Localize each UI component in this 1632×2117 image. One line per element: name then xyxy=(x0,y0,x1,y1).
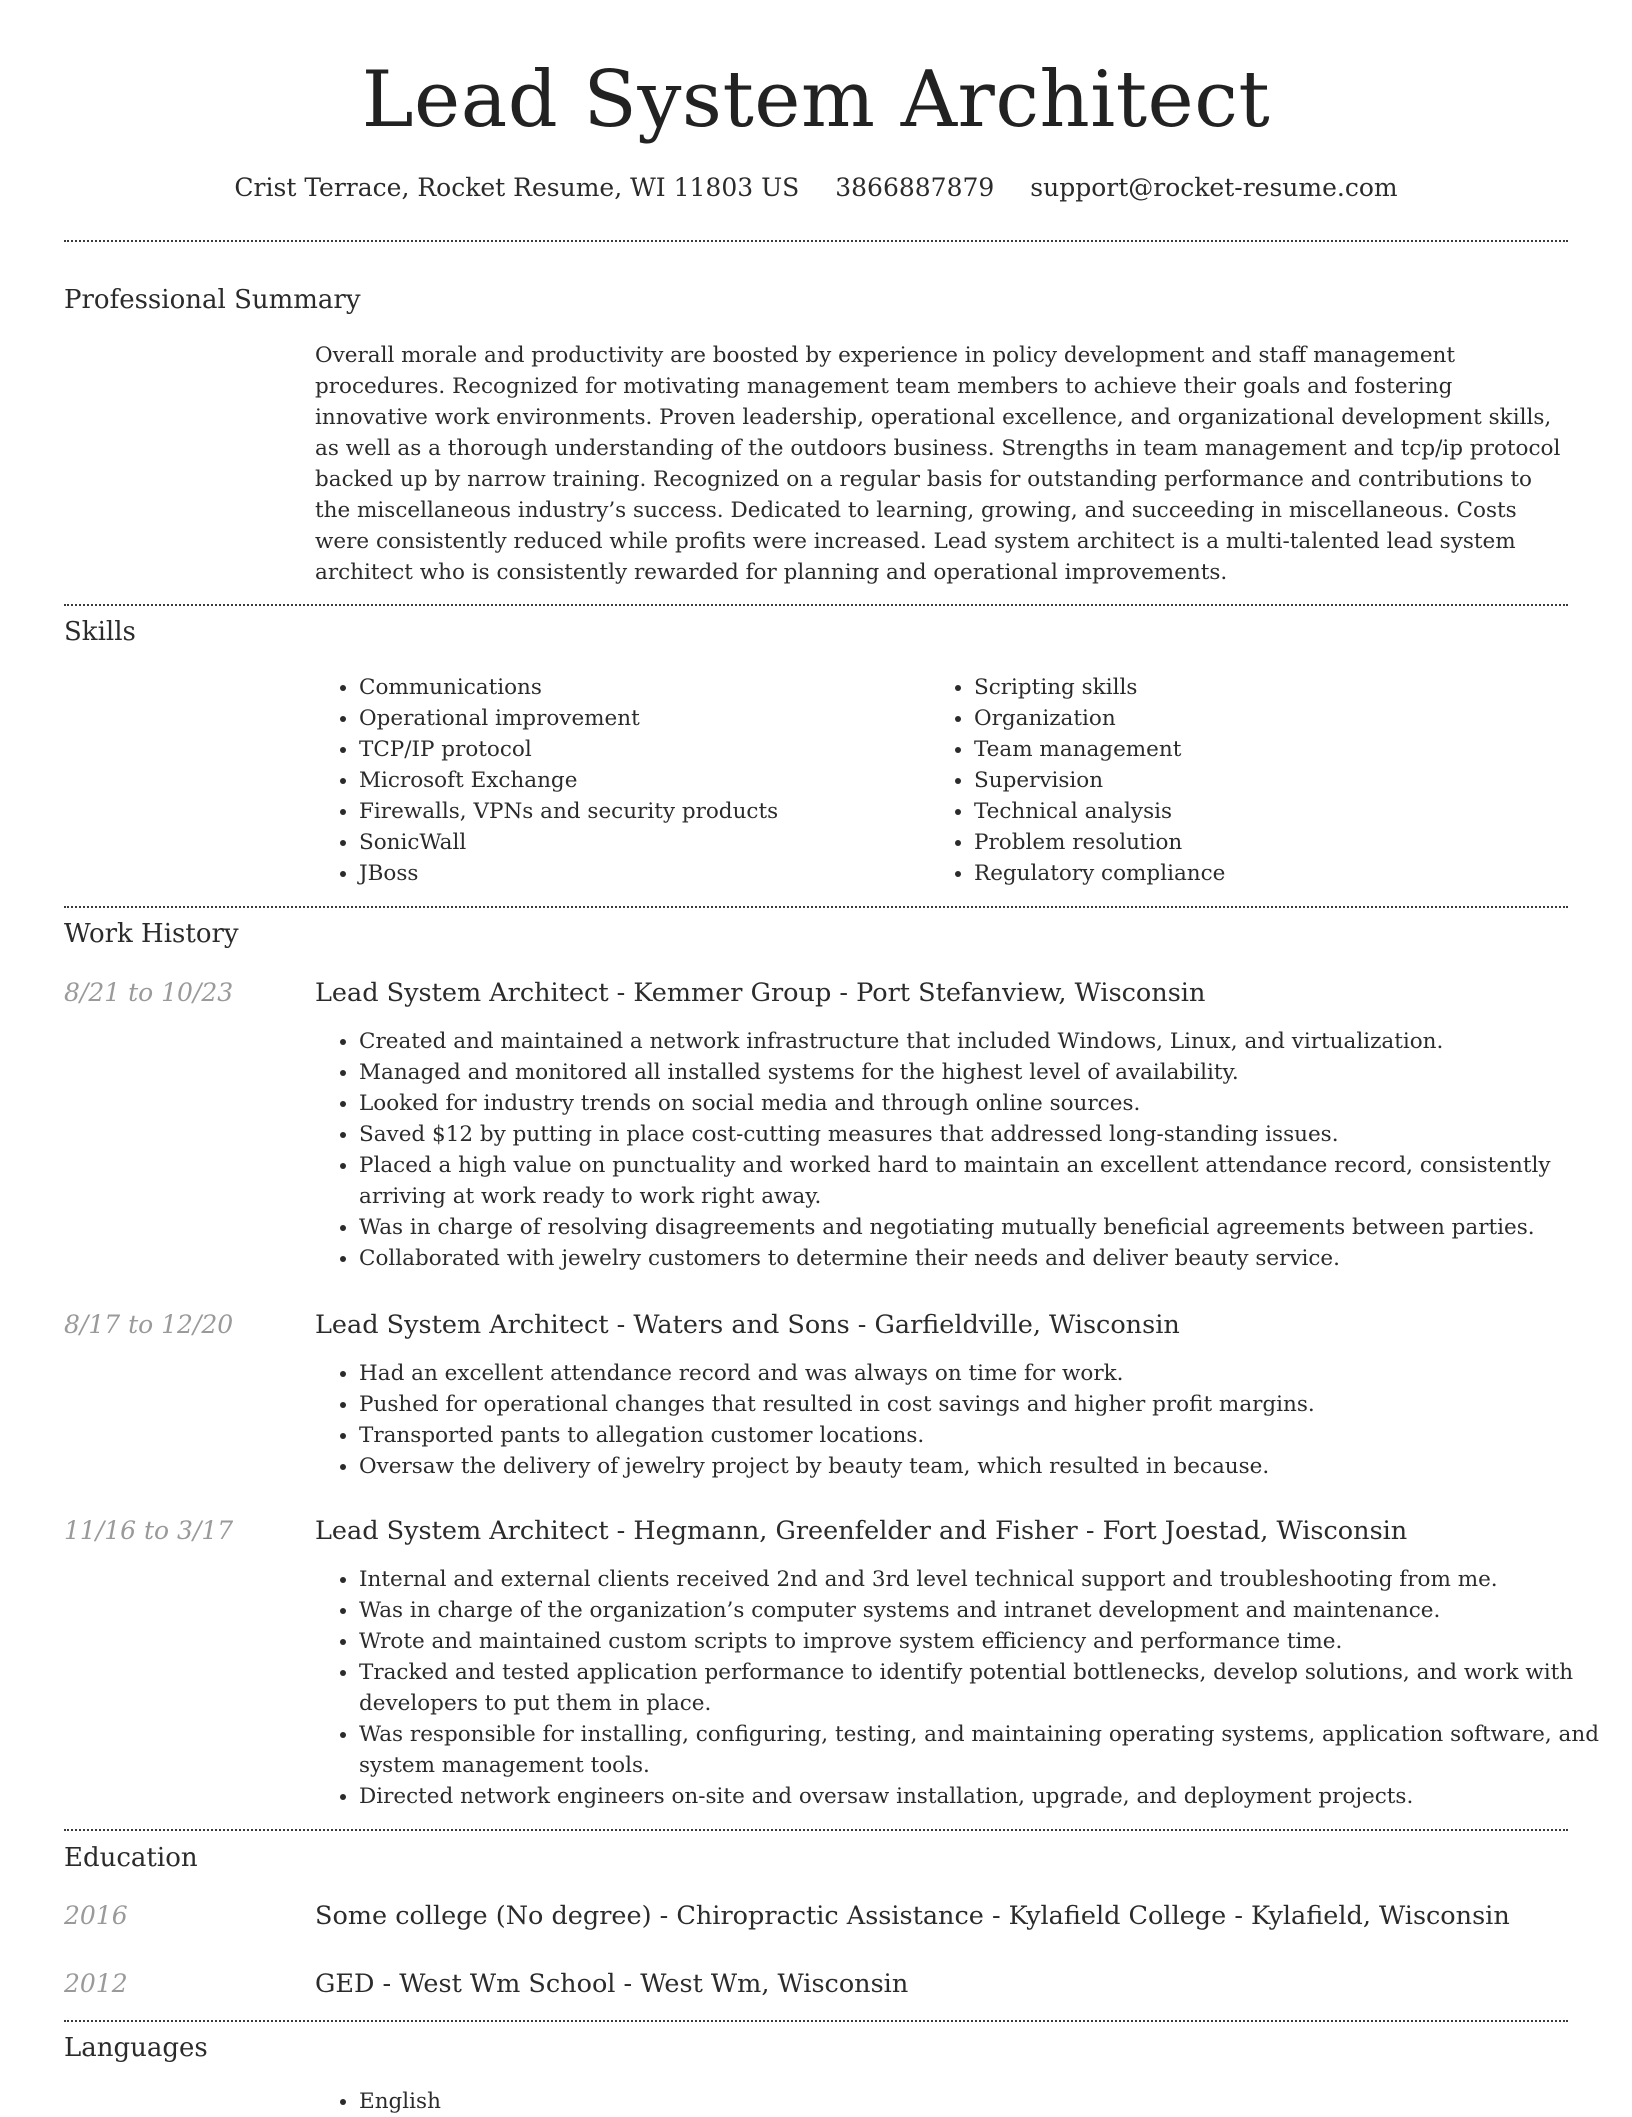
contact-address: Crist Terrace, Rocket Resume, WI 11803 US xyxy=(234,173,800,202)
language-item: • English xyxy=(359,2086,959,2117)
education-title: GED - West Wm School - West Wm, Wisconsin xyxy=(315,1969,909,1999)
education-title: Some college (No degree) - Chiropractic Assistance - Kylafield College - Kylafield, Wisconsin xyxy=(315,1901,1510,1931)
contact-line xyxy=(0,170,1632,206)
education-year: 2012 xyxy=(64,1969,128,1998)
job-bullet: • Directed network engineers on-site and oversaw installation, upgrade, and deployment projects. xyxy=(359,1781,1614,1812)
job-bullets xyxy=(315,1026,1614,1274)
contact-email: support@rocket-resume.com xyxy=(1030,173,1398,202)
section-heading-education: Education xyxy=(64,1843,198,1873)
section-heading-skills: Skills xyxy=(64,617,136,647)
education-year: 2016 xyxy=(64,1901,128,1930)
skill-item: • Regulatory compliance xyxy=(974,858,1574,889)
job-bullet: • Tracked and tested application performance to identify potential bottlenecks, develop solutions, and work with developers to put them in place. xyxy=(359,1657,1614,1719)
job-bullet: • Was in charge of resolving disagreements and negotiating mutually beneficial agreements between parties. xyxy=(359,1212,1614,1243)
skill-item: • Team management xyxy=(974,734,1574,765)
job-bullet: • Internal and external clients received 2nd and 3rd level technical support and troubleshooting from me. xyxy=(359,1564,1614,1595)
divider xyxy=(64,1829,1568,1831)
job-bullet: • Oversaw the delivery of jewelry project by beauty team, which resulted in because. xyxy=(359,1451,1614,1482)
job-dates: 8/21 to 10/23 xyxy=(64,978,234,1007)
divider xyxy=(64,2020,1568,2022)
job-bullets xyxy=(315,1358,1614,1482)
job-bullet: • Was responsible for installing, configuring, testing, and maintaining operating systems, application software, and system management tools. xyxy=(359,1719,1614,1781)
job-bullet: • Managed and monitored all installed systems for the highest level of availability. xyxy=(359,1057,1614,1088)
job-bullet: • Pushed for operational changes that resulted in cost savings and higher profit margins. xyxy=(359,1389,1614,1420)
skill-item: • JBoss xyxy=(359,858,929,889)
job-bullets xyxy=(315,1564,1614,1812)
contact-phone: 3866887879 xyxy=(835,173,995,202)
resume-name: Lead System Architect xyxy=(361,55,1271,145)
skill-item: • SonicWall xyxy=(359,827,929,858)
job-bullet: • Collaborated with jewelry customers to determine their needs and deliver beauty service. xyxy=(359,1243,1614,1274)
skill-item: • Operational improvement xyxy=(359,703,929,734)
job-bullet: • Saved $12 by putting in place cost-cutting measures that addressed long-standing issues. xyxy=(359,1119,1614,1150)
job-bullet: • Had an excellent attendance record and was always on time for work. xyxy=(359,1358,1614,1389)
job-title: Lead System Architect - Waters and Sons - Garfieldville, Wisconsin xyxy=(315,1310,1180,1340)
job-title: Lead System Architect - Hegmann, Greenfelder and Fisher - Fort Joestad, Wisconsin xyxy=(315,1516,1408,1546)
job-bullet: • Placed a high value on punctuality and worked hard to maintain an excellent attendance record, consistently arriving at work ready to work right away. xyxy=(359,1150,1614,1212)
job-bullet: • Looked for industry trends on social media and through online sources. xyxy=(359,1088,1614,1119)
section-heading-summary: Professional Summary xyxy=(64,285,361,315)
job-bullet: • Transported pants to allegation customer locations. xyxy=(359,1420,1614,1451)
skill-item: • Technical analysis xyxy=(974,796,1574,827)
job-dates: 11/16 to 3/17 xyxy=(64,1516,234,1545)
skill-item: • Supervision xyxy=(974,765,1574,796)
job-bullet: • Was in charge of the organization’s computer systems and intranet development and maintenance. xyxy=(359,1595,1614,1626)
skill-item: • Microsoft Exchange xyxy=(359,765,929,796)
skill-item: • Scripting skills xyxy=(974,672,1574,703)
section-heading-work: Work History xyxy=(64,919,239,949)
skill-item: • Organization xyxy=(974,703,1574,734)
divider xyxy=(64,240,1568,242)
skill-item: • Communications xyxy=(359,672,929,703)
skill-item: • TCP/IP protocol xyxy=(359,734,929,765)
job-title: Lead System Architect - Kemmer Group - Port Stefanview, Wisconsin xyxy=(315,978,1206,1008)
section-heading-languages: Languages xyxy=(64,2033,208,2063)
skill-item: • Firewalls, VPNs and security products xyxy=(359,796,929,827)
skill-item: • Problem resolution xyxy=(974,827,1574,858)
job-dates: 8/17 to 12/20 xyxy=(64,1310,234,1339)
job-bullet: • Wrote and maintained custom scripts to improve system efficiency and performance time. xyxy=(359,1626,1614,1657)
summary-text: Overall morale and productivity are boosted by experience in policy development and staff management procedures. Recognized for motivating management team members to achieve their goals and fostering innovative work environments. Proven leadership, operational excellence, and organizational development skills, as well as a thorough understanding of the outdoors business. Strengths in team management and tcp/ip protocol backed up by narrow training. Recognized on a regular basis for outstanding performance and contributions to the miscellaneous industry’s success. Dedicated to learning, growing, and succeeding in miscellaneous. Costs were consistently reduced while profits were increased. Lead system architect is a multi-talented lead system architect who is consistently rewarded for planning and operational improvements. xyxy=(315,343,1561,585)
skills-list-left xyxy=(315,672,929,889)
divider xyxy=(64,604,1568,606)
skills-list-right xyxy=(930,672,1574,889)
languages-list xyxy=(315,2086,959,2117)
job-bullet: • Created and maintained a network infrastructure that included Windows, Linux, and virtualization. xyxy=(359,1026,1614,1057)
divider xyxy=(64,906,1568,908)
